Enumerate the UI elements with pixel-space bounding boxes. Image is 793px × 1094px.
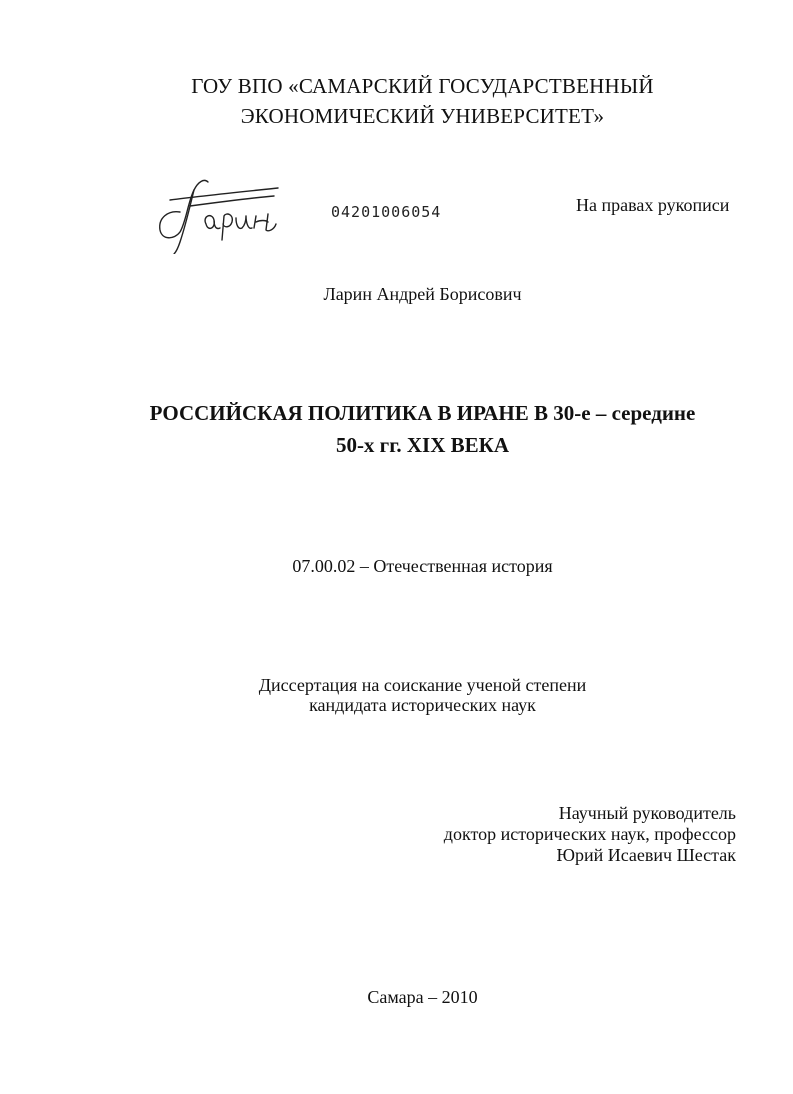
supervisor-role: Научный руководитель [558,803,736,823]
place-year: Самара – 2010 [367,987,478,1007]
author-name: Ларин Андрей Борисович [323,284,522,304]
institution-line-1: ГОУ ВПО «САМАРСКИЙ ГОСУДАРСТВЕННЫЙ [191,74,654,98]
title-line-2: 50-х гг. XIX ВЕКА [335,433,510,457]
signature-icon [150,172,285,254]
institution-line-2: ЭКОНОМИЧЕСКИЙ УНИВЕРСИТЕТ» [240,104,605,128]
title-line-1: РОССИЙСКАЯ ПОЛИТИКА В ИРАНЕ В 30-е – середине [149,401,696,425]
supervisor-degree: доктор исторических наук, профессор [443,824,736,844]
registration-code: 04201006054 [331,203,442,221]
dissertation-line-2: кандидата исторических наук [309,695,536,715]
supervisor-name: Юрий Исаевич Шестак [556,845,736,865]
specialty: 07.00.02 – Отечественная история [292,556,553,576]
dissertation-line-1: Диссертация на соискание ученой степени [258,675,587,695]
manuscript-note: На правах рукописи [576,195,730,215]
